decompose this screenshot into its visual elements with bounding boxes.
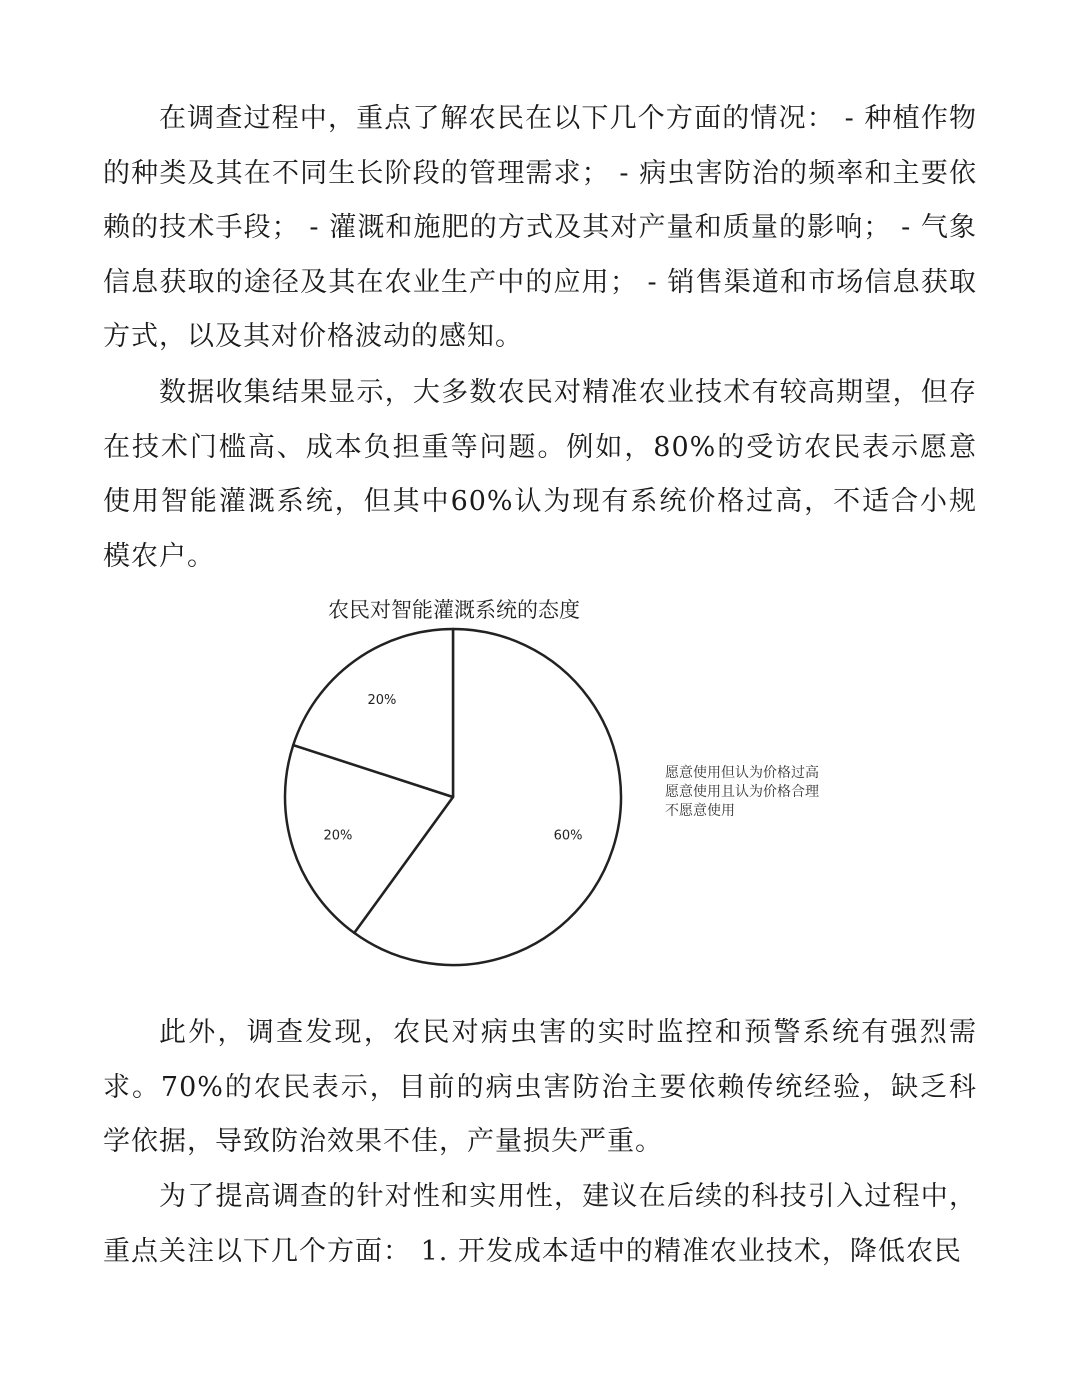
legend-item: 不愿意使用 [665,803,735,819]
paragraph-survey-focus: 在调查过程中，重点了解农民在以下几个方面的情况： - 种植作物的种类及其在不同生长阶段的管理需求； - 病虫害防治的频率和主要依赖的技术手段； - 灌溉和施肥的方式及其对产量和质量的影响； - 气象信息获取的途径及其在农业生产中的应用； - 销售渠道和市场信息获取方式，以及其对价格波动的感知。 [103,103,977,352]
paragraph-recommendations: 为了提高调查的针对性和实用性，建议在后续的科技引入过程中，重点关注以下几个方面： 1. 开发成本适中的精准农业技术，降低农民 [103,1181,977,1267]
legend-item: 愿意使用且认为价格合理 [665,784,819,800]
chart-title: 农民对智能灌溉系统的态度 [328,598,580,622]
legend-item: 愿意使用但认为价格过高 [665,765,819,781]
chart-legend [665,764,819,821]
pie-slice-label: 20% [367,693,397,709]
paragraph-data-results: 数据收集结果显示，大多数农民对精准农业技术有较高期望，但存在技术门槛高、成本负担重等问题。例如，80%的受访农民表示愿意使用智能灌溉系统，但其中60%认为现有系统价格过高，不适合小规模农户。 [103,377,977,572]
pie-slice-label: 20% [323,828,353,844]
paragraph-pest-findings: 此外，调查发现，农民对病虫害的实时监控和预警系统有强烈需求。70%的农民表示，目前的病虫害防治主要依赖传统经验，缺乏科学依据，导致防治效果不佳，产量损失严重。 [103,1017,977,1157]
pie-chart-svg [270,590,650,980]
pie-slice-label: 60% [553,828,583,844]
